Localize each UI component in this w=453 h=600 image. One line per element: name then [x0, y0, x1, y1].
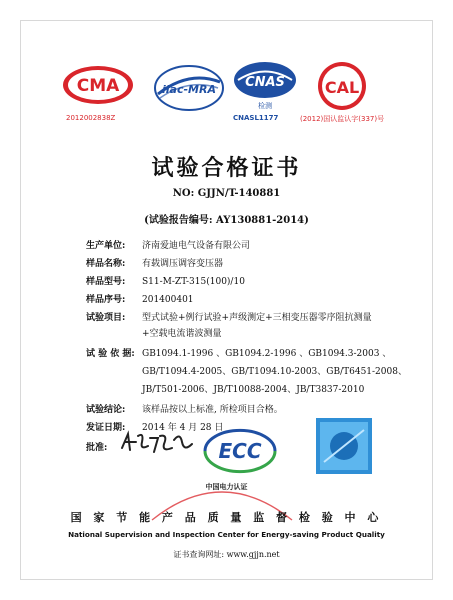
field-label: 样品名称:: [86, 259, 126, 269]
issuer-query-url: 证书查询网址: www.gjjn.net: [173, 550, 280, 559]
field-test-items: [86, 310, 372, 323]
field-value: S11-M-ZT-315(100)/10: [142, 277, 245, 287]
cal-logo: [310, 60, 374, 114]
cma-logo: [60, 62, 136, 112]
hologram-sticker: [316, 418, 372, 474]
cma-logo-mark: CMA: [76, 76, 120, 96]
report-number: (试验报告编号: AY130881-2014): [144, 215, 309, 226]
field-label: 发证日期:: [86, 423, 126, 433]
field-value: 201400401: [142, 295, 194, 305]
cnas-caption: CNASL1177: [233, 114, 279, 122]
field-label: 样品序号:: [86, 295, 126, 305]
field-test-basis: [86, 346, 391, 359]
ecc-seal: [199, 426, 281, 476]
field-value: 2014 年 4 月 28 日: [142, 423, 224, 433]
approval-label: 批准:: [86, 443, 108, 453]
field-manufacturer: [86, 238, 250, 251]
certificate-number: NO: GJJN/T-140881: [172, 188, 281, 199]
cnas-logo: [230, 58, 300, 114]
field-label: 样品型号:: [86, 277, 126, 287]
certificate-title: 试验合格证书: [151, 156, 302, 181]
cnas-sub: 检测: [258, 102, 272, 110]
ilac-mra-mark: ilac-MRA: [162, 83, 216, 96]
cal-caption: (2012)国认监认字(337)号: [300, 115, 385, 123]
ecc-mark: ECC: [218, 439, 262, 463]
issuer-name-cn: 国 家 节 能 产 品 质 量 监 督 检 验 中 心: [70, 511, 383, 524]
field-label: 试 验 依 据:: [86, 349, 135, 359]
field-value: 有载调压调容变压器: [142, 259, 224, 269]
field-sample-name: [86, 256, 223, 269]
cnas-mark: CNAS: [245, 75, 285, 90]
ilac-mra-logo: [150, 62, 228, 114]
issuer-stamp-text: 中国电力认证: [205, 483, 248, 491]
field-value: 型式试验+例行试验+声级测定+三相变压器零序阻抗测量: [142, 313, 372, 323]
signature-image: [118, 428, 198, 458]
field-sample-model: [86, 274, 245, 287]
field-label: 生产单位:: [86, 241, 126, 251]
issuer-name-en: National Supervision and Inspection Center for Energy-saving Product Quality: [68, 530, 385, 539]
field-test-basis-cont-1: GB/T1094.4-2005、GB/T1094.10-2003、GB/T6451-2008、: [142, 367, 407, 377]
cal-mark: CAL: [324, 78, 360, 97]
cma-caption: 2012002838Z: [66, 114, 116, 122]
field-sample-serial: [86, 292, 194, 305]
field-label: 试验项目:: [86, 313, 126, 323]
field-value: 该样品按以上标准, 所检项目合格。: [142, 405, 283, 415]
field-label: 试验结论:: [86, 405, 126, 415]
field-test-items-cont: +空载电流谐波测量: [142, 329, 222, 339]
field-value: 济南爱迪电气设备有限公司: [142, 241, 251, 251]
field-value: GB1094.1-1996 、GB1094.2-1996 、GB1094.3-2003 、: [142, 349, 392, 359]
field-test-basis-cont-2: JB/T501-2006、JB/T10088-2004、JB/T3837-2010: [142, 385, 365, 395]
field-conclusion: [86, 402, 283, 415]
